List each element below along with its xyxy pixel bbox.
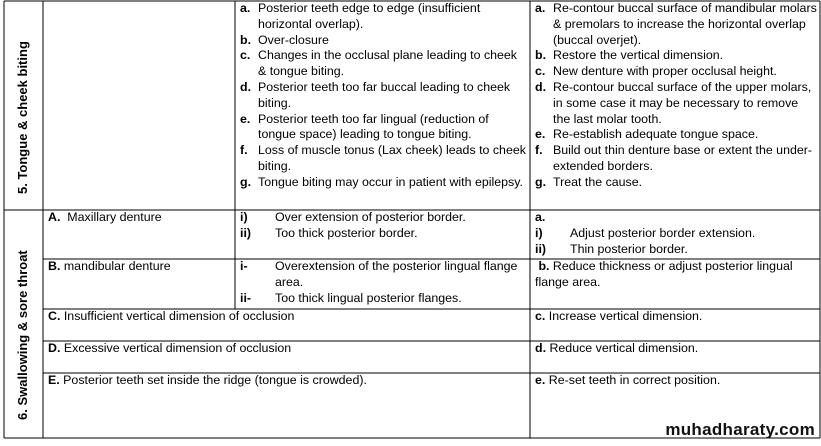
watermark: muhadharaty.com	[665, 420, 815, 439]
row-a-label: A. Maxillary denture	[48, 210, 162, 224]
list-item: ii) Thin posterior border.	[535, 241, 688, 256]
row-b-label: B. mandibular denture	[48, 259, 171, 273]
list-item: g. Treat the cause.	[535, 174, 643, 189]
list-item: b. Restore the vertical dimension.	[535, 48, 724, 63]
list-item: f. Loss of muscle tonus (Lax cheek) leads to cheek biting.	[240, 143, 526, 173]
row-a-treatment: a. i) Adjust posterior border extension. ii) Thin posterior border.	[535, 210, 817, 257]
section-5-treatments	[535, 1, 817, 209]
row-b-causes	[238, 259, 528, 306]
list-item: d. Posterior teeth too far buccal leading to cheek biting.	[240, 79, 511, 110]
row-c-cause: C. Insufficient vertical dimension of occlusion	[48, 309, 295, 323]
list-item: f. Build out thin denture base or extent the under-extended borders.	[535, 143, 812, 173]
list-item: b. Over-closure	[240, 32, 329, 47]
list-item: e. Re-establish adequate tongue space.	[535, 127, 759, 142]
section-5-causes	[240, 1, 528, 209]
list-item: a. Re-contour buccal surface of mandibular molars & premolars to increase the horizontal overlap (buccal overjet).	[535, 1, 817, 47]
list-item: a. Posterior teeth edge to edge (insufficient horizontal overlap).	[240, 1, 481, 31]
list-item: ii- Too thick lingual posterior flanges.	[240, 290, 462, 305]
list-item: d. Re-contour buccal surface of the upper molars, in some case it may be necessary to remove the last molar tooth.	[535, 79, 812, 126]
row-d-cause: D. Excessive vertical dimension of occlusion	[48, 341, 292, 355]
section-5-title: 5. Tongue & cheek biting	[15, 41, 30, 194]
row-b-treatment: b. Reduce thickness or adjust posterior lingual flange area.	[535, 259, 793, 289]
list-item: ii) Too thick posterior border.	[240, 225, 418, 240]
row-c-treatment: c. Increase vertical dimension.	[535, 309, 703, 323]
row-e-cause: E. Posterior teeth set inside the ridge (tongue is crowded).	[48, 373, 367, 387]
list-item: i- Overextension of the posterior lingual flange area.	[240, 259, 518, 289]
list-item: c. New denture with proper occlusal height.	[535, 64, 777, 79]
row-e-treatment: e. Re-set teeth in correct position.	[535, 373, 721, 387]
list-item: i) Over extension of posterior border.	[240, 210, 466, 224]
list-item: c. Changes in the occlusal plane leading to cheek & tongue biting.	[240, 48, 518, 79]
list-item: g. Tongue biting may occur in patient with epilepsy.	[240, 174, 523, 189]
section-6-title: 6. Swallowing & sore throat	[15, 250, 30, 420]
list-item: i) Adjust posterior border extension.	[535, 225, 756, 240]
row-a-causes	[238, 210, 528, 242]
row-d-treatment: d. Reduce vertical dimension.	[535, 341, 699, 355]
list-item: e. Posterior teeth too far lingual (reduction of tongue space) leading to tongue biting.	[240, 111, 489, 142]
